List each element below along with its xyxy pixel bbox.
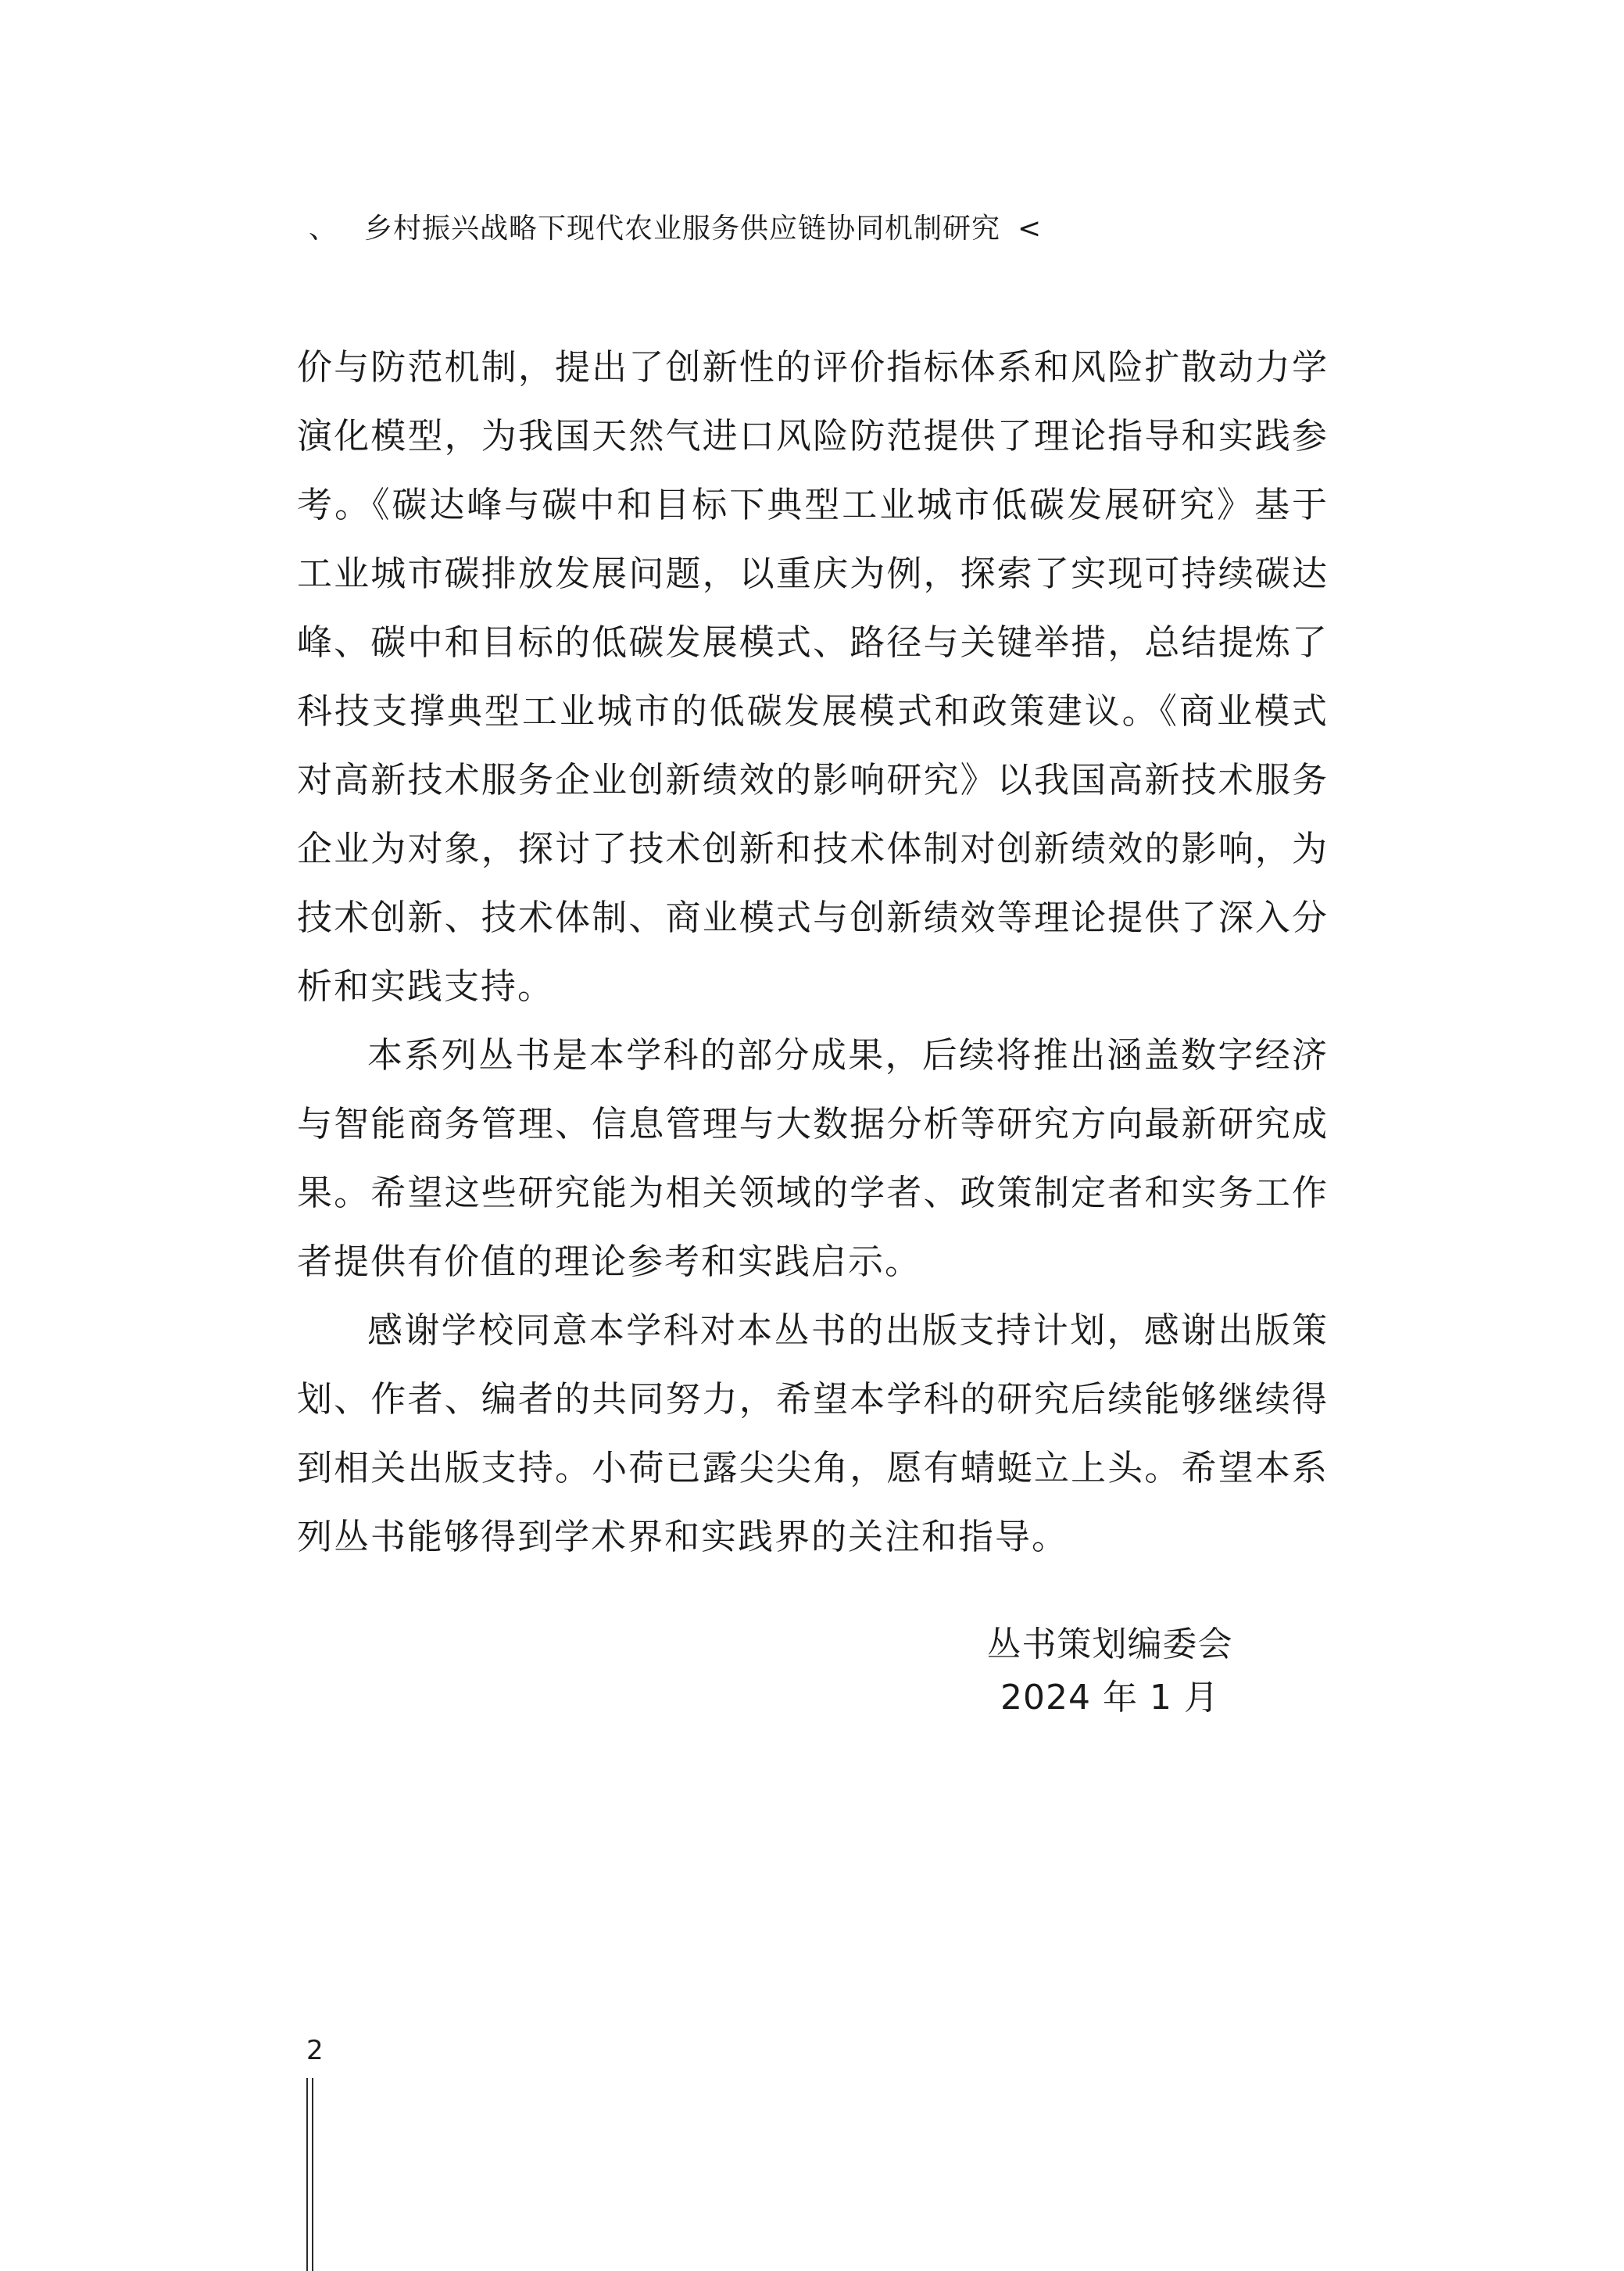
header-mark: 、 [309,213,338,245]
paragraph-3: 感谢学校同意本学科对本丛书的出版支持计划，感谢出版策划、作者、编者的共同努力，希望本学科的研究后续能够继续得到相关出版支持。小荷已露尖尖角，愿有蜻蜓立上头。希望本系列丛书能够得到学术界和实践界的关注和指导。 [297,1309,1329,1557]
signature-author: 丛书策划编委会 [986,1624,1233,1664]
running-header [309,210,1042,249]
header-title: 乡村振兴战略下现代农业服务供应链协同机制研究 [364,213,1001,245]
margin-rule [306,2078,314,2271]
signature-block [938,1618,1282,1725]
paragraph-2: 本系列丛书是本学科的部分成果，后续将推出涵盖数字经济与智能商务管理、信息管理与大数据分析等研究方向最新研究成果。希望这些研究能为相关领域的学者、政策制定者和实务工作者提供有价值的理论参考和实践启示。 [297,1034,1329,1282]
header-arrow: < [1018,213,1043,245]
page-number: 2 [306,2035,324,2066]
signature-date: 2024 年 1 月 [1000,1678,1219,1718]
margin-rule-line [306,2078,308,2271]
margin-rule-line [312,2078,313,2271]
paragraph-1: 价与防范机制，提出了创新性的评价指标体系和风险扩散动力学演化模型，为我国天然气进口风险防范提供了理论指导和实践参考。《碳达峰与碳中和目标下典型工业城市低碳发展研究》基于工业城市碳排放发展问题，以重庆为例，探索了实现可持续碳达峰、碳中和目标的低碳发展模式、路径与关键举措，总结提炼了科技支撑典型工业城市的低碳发展模式和政策建议。《商业模式对高新技术服务企业创新绩效的影响研究》以我国高新技术服务企业为对象，探讨了技术创新和技术体制对创新绩效的影响，为技术创新、技术体制、商业模式与创新绩效等理论提供了深入分析和实践支持。 [297,346,1329,1007]
body-text [297,333,1329,1571]
